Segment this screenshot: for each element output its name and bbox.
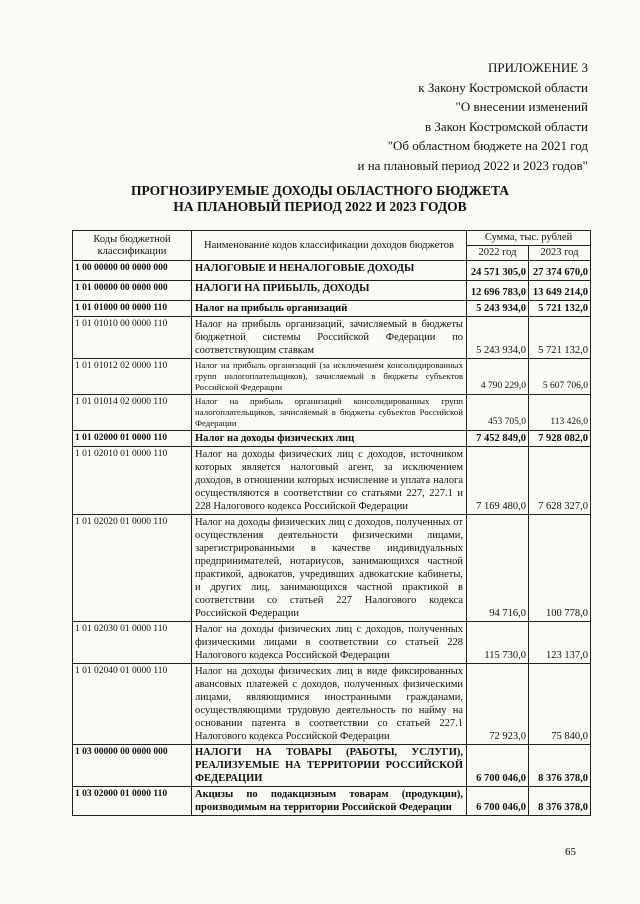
row-name: Налог на доходы физических лиц с доходов, полученных от осуществления деятельности физическими лицами, зарегистрированными в качестве индивидуальных предпринимателей, нотариусов, занимающихся частной практикой, адвокатов, учредивших адвокатские кабинеты, и других лиц, занимающихся частной практикой в соответствии со статьей 227 Налогового кодекса Российской Федерации bbox=[192, 515, 467, 622]
table-row bbox=[73, 447, 591, 515]
title-line-1: ПРОГНОЗИРУЕМЫЕ ДОХОДЫ ОБЛАСТНОГО БЮДЖЕТА bbox=[130, 183, 510, 198]
header-code: Коды бюджетной классификации bbox=[73, 231, 192, 261]
title-line-2: НА ПЛАНОВЫЙ ПЕРИОД 2022 И 2023 ГОДОВ bbox=[173, 199, 467, 214]
row-code: 1 01 02020 01 0000 110 bbox=[73, 515, 192, 622]
row-code: 1 01 02030 01 0000 110 bbox=[73, 622, 192, 664]
table-row bbox=[73, 317, 591, 359]
table-row bbox=[73, 431, 591, 447]
row-name: Налог на доходы физических лиц в виде фиксированных авансовых платежей с доходов, полученных физическими лицами, являющимися иностранными гражданами, осуществляющими трудовую деятельность по найму на основании патента в соответствии со статьей 227.1 Налогового кодекса Российской Федерации bbox=[192, 664, 467, 745]
row-value-2023: 8 376 378,0 bbox=[529, 787, 591, 816]
row-code: 1 01 00000 00 0000 000 bbox=[73, 281, 192, 301]
row-name: Налог на прибыль организаций bbox=[192, 301, 467, 317]
row-name: Налог на доходы физических лиц с доходов, полученных физическими лицами в соответствии со статьей 228 Налогового кодекса Российской Федерации bbox=[192, 622, 467, 664]
table-row bbox=[73, 787, 591, 816]
appendix-line: к Закону Костромской области bbox=[418, 79, 588, 95]
row-value-2022: 6 700 046,0 bbox=[467, 787, 529, 816]
appendix-block bbox=[357, 58, 588, 175]
row-code: 1 01 01000 00 0000 110 bbox=[73, 301, 192, 317]
table-header-row bbox=[73, 231, 591, 246]
header-name: Наименование кодов классификации доходов бюджетов bbox=[192, 231, 467, 261]
row-value-2022: 4 790 229,0 bbox=[467, 359, 529, 395]
row-code: 1 01 01010 00 0000 110 bbox=[73, 317, 192, 359]
row-code: 1 01 02010 01 0000 110 bbox=[73, 447, 192, 515]
row-value-2023: 5 721 132,0 bbox=[529, 317, 591, 359]
row-value-2022: 12 696 783,0 bbox=[467, 281, 529, 301]
row-name: Налог на доходы физических лиц с доходов, источником которых является налоговый агент, за исключением доходов, в отношении которых исчисление и уплата налога осуществляются в соответствии со статьями 227, 227.1 и 228 Налогового кодекса Российской Федерации bbox=[192, 447, 467, 515]
row-value-2022: 72 923,0 bbox=[467, 664, 529, 745]
row-code: 1 01 01012 02 0000 110 bbox=[73, 359, 192, 395]
table-row bbox=[73, 515, 591, 622]
row-value-2023: 8 376 378,0 bbox=[529, 745, 591, 787]
row-value-2023: 7 628 327,0 bbox=[529, 447, 591, 515]
page-number: 65 bbox=[565, 846, 576, 858]
table-row bbox=[73, 359, 591, 395]
row-value-2022: 94 716,0 bbox=[467, 515, 529, 622]
row-name: НАЛОГИ НА ПРИБЫЛЬ, ДОХОДЫ bbox=[192, 281, 467, 301]
row-value-2023: 5 721 132,0 bbox=[529, 301, 591, 317]
header-2022: 2022 год bbox=[467, 246, 529, 261]
appendix-line: "О внесении изменений bbox=[455, 99, 588, 114]
row-name: Акцизы по подакцизным товарам (продукции), производимым на территории Российской Федерации bbox=[192, 787, 467, 816]
table-row bbox=[73, 281, 591, 301]
row-value-2022: 6 700 046,0 bbox=[467, 745, 529, 787]
revenue-table bbox=[72, 230, 591, 816]
row-value-2023: 5 607 706,0 bbox=[529, 359, 591, 395]
appendix-line: ПРИЛОЖЕНИЕ 3 bbox=[488, 60, 588, 75]
row-name: Налог на доходы физических лиц bbox=[192, 431, 467, 447]
row-value-2022: 453 705,0 bbox=[467, 395, 529, 431]
row-value-2022: 5 243 934,0 bbox=[467, 301, 529, 317]
row-value-2023: 123 137,0 bbox=[529, 622, 591, 664]
table-row bbox=[73, 664, 591, 745]
row-code: 1 03 00000 00 0000 000 bbox=[73, 745, 192, 787]
row-name: Налог на прибыль организаций консолидированных групп налогоплательщиков, зачисляемый в бюджеты субъектов Российской Федерации bbox=[192, 395, 467, 431]
document-title bbox=[0, 183, 640, 215]
row-value-2023: 75 840,0 bbox=[529, 664, 591, 745]
row-value-2022: 7 169 480,0 bbox=[467, 447, 529, 515]
row-code: 1 01 02000 01 0000 110 bbox=[73, 431, 192, 447]
table-row bbox=[73, 745, 591, 787]
row-value-2023: 27 374 670,0 bbox=[529, 261, 591, 281]
row-value-2023: 13 649 214,0 bbox=[529, 281, 591, 301]
table-row bbox=[73, 622, 591, 664]
row-name: Налог на прибыль организаций (за исключением консолидированных групп налогоплательщиков), зачисляемый в бюджеты субъектов Российской Федерации bbox=[192, 359, 467, 395]
appendix-line: "Об областном бюджете на 2021 год bbox=[387, 138, 588, 153]
row-value-2022: 115 730,0 bbox=[467, 622, 529, 664]
header-sum: Сумма, тыс. рублей bbox=[467, 231, 591, 246]
appendix-line: в Закон Костромской области bbox=[424, 118, 588, 134]
row-code: 1 03 02000 01 0000 110 bbox=[73, 787, 192, 816]
row-code: 1 00 00000 00 0000 000 bbox=[73, 261, 192, 281]
row-value-2022: 7 452 849,0 bbox=[467, 431, 529, 447]
row-value-2023: 7 928 082,0 bbox=[529, 431, 591, 447]
row-code: 1 01 02040 01 0000 110 bbox=[73, 664, 192, 745]
table-row bbox=[73, 395, 591, 431]
table-row bbox=[73, 261, 591, 281]
row-value-2022: 24 571 305,0 bbox=[467, 261, 529, 281]
appendix-line: и на плановый период 2022 и 2023 годов" bbox=[357, 157, 588, 173]
row-value-2022: 5 243 934,0 bbox=[467, 317, 529, 359]
row-name: Налог на прибыль организаций, зачисляемый в бюджеты бюджетной системы Российской Федерации по соответствующим ставкам bbox=[192, 317, 467, 359]
row-value-2023: 100 778,0 bbox=[529, 515, 591, 622]
row-code: 1 01 01014 02 0000 110 bbox=[73, 395, 192, 431]
table-row bbox=[73, 301, 591, 317]
row-name: НАЛОГОВЫЕ И НЕНАЛОГОВЫЕ ДОХОДЫ bbox=[192, 261, 467, 281]
row-name: НАЛОГИ НА ТОВАРЫ (РАБОТЫ, УСЛУГИ), РЕАЛИЗУЕМЫЕ НА ТЕРРИТОРИИ РОССИЙСКОЙ ФЕДЕРАЦИИ bbox=[192, 745, 467, 787]
header-2023: 2023 год bbox=[529, 246, 591, 261]
row-value-2023: 113 426,0 bbox=[529, 395, 591, 431]
